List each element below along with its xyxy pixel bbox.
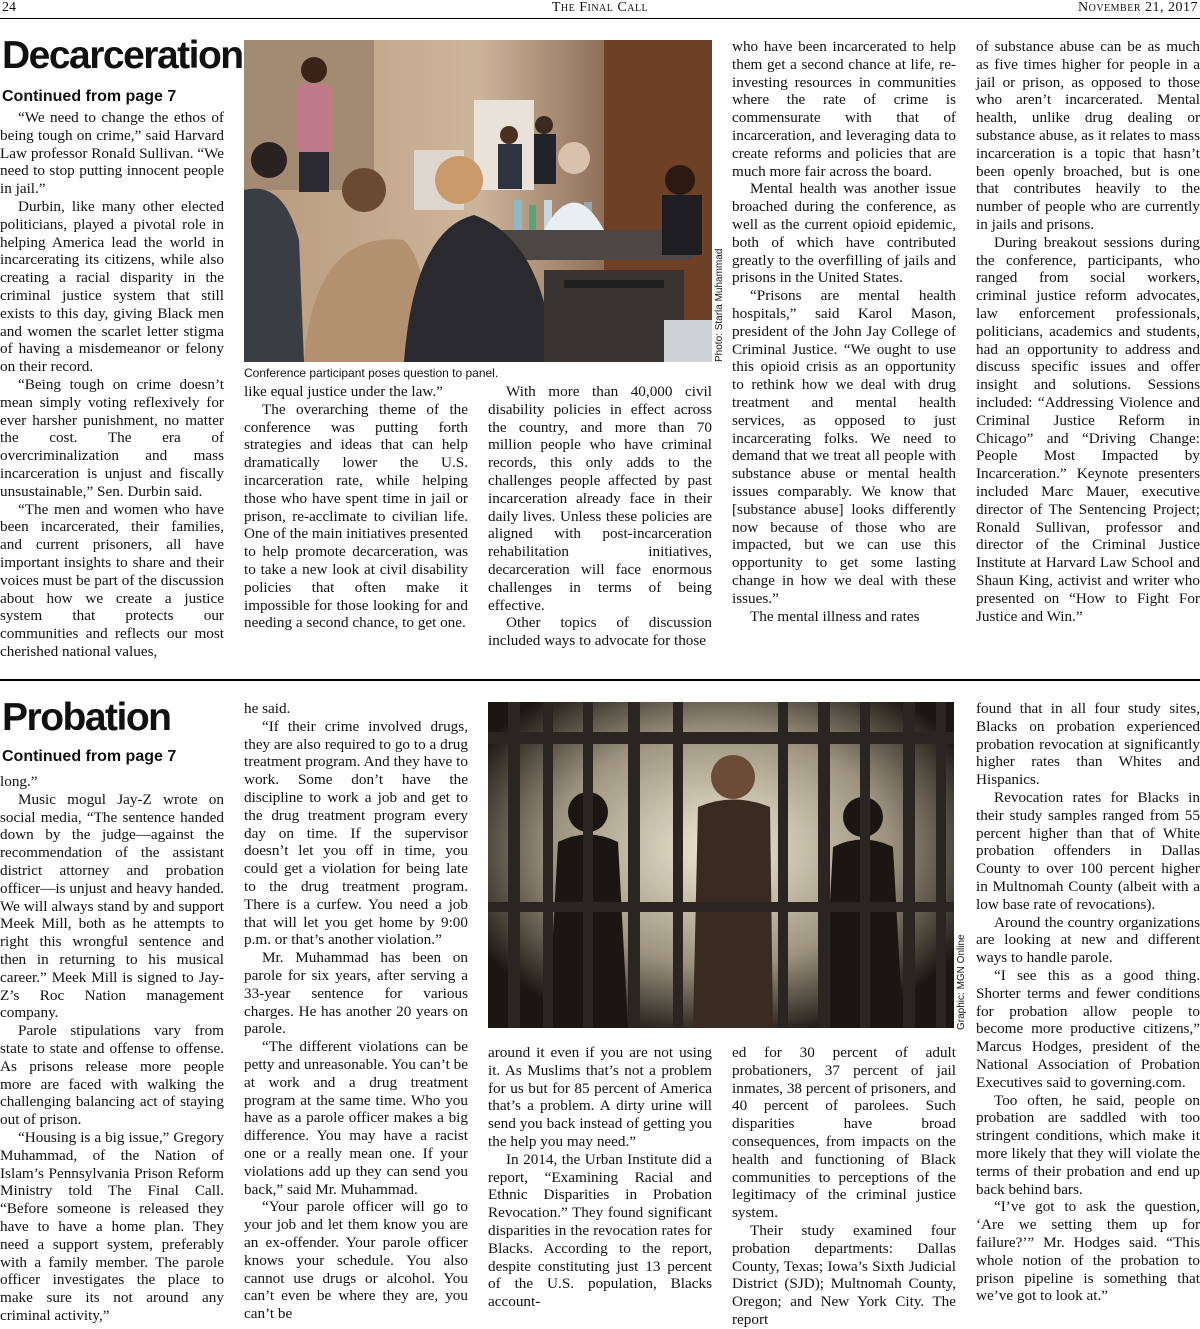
story2-column-2 xyxy=(244,700,468,1323)
prison-bars-graphic xyxy=(488,702,954,1028)
paragraph: “Housing is a big issue,” Gregory Muhammad, of the Nation of Islam’s Pennsylvania Prison Reform Ministry told The Final Call. “Before someone is released they have to have a home plan. They need a support system, preferably with a family member. The parole officer investigates the place to make sure its not around any criminal activity,” xyxy=(0,1128,224,1324)
continued-from: Continued from page 7 xyxy=(2,88,177,105)
paragraph: found that in all four study sites, Blacks on probation experienced probation revocation at significantly higher rates than Whites and Hispanics. xyxy=(976,700,1200,789)
header-rule xyxy=(0,18,1200,19)
story2-column-3 xyxy=(488,1044,712,1311)
paragraph: Other topics of discussion included ways to advocate for those xyxy=(488,614,712,650)
paragraph: The overarching theme of the conference was putting forth strategies and ideas that can help dramatically lower the U.S. incarceration rate, while helping those who have spent time in jail or prison, re-acclimate to civilian life. One of the main initiatives presented to help promote decarceration, was to take a new look at civil disability policies that often make it impossible for those looking for and needing a second chance, to get one. xyxy=(244,400,468,632)
story-headline: Decarceration xyxy=(2,34,243,77)
paragraph: of substance abuse can be as much as five times higher for people in a jail or prison, as opposed to those who aren’t incarcerated. Mental health, unlike drug dealing or substance abuse, as it relates to mass incarceration is a topic that hasn’t been openly broached, but is one that contributes heavily to the number of people who are currently in jails and prisons. xyxy=(976,38,1200,233)
story2-column-4 xyxy=(732,1044,956,1328)
page-number: 24 xyxy=(2,0,16,15)
paragraph: Around the country organizations are looking at new and different ways to handle parole. xyxy=(976,913,1200,967)
story2-column-5 xyxy=(976,700,1200,1305)
story2-column-1 xyxy=(0,773,224,1324)
paragraph: Parole stipulations vary from state to state and offense to offense. As prisons release more people more are faced with walking the challenging balancing act of staying out of prison. xyxy=(0,1022,224,1129)
paragraph: “We need to change the ethos of being tough on crime,” said Harvard Law professor Ronald Sullivan. “We need to stop putting innocent people in jail.” xyxy=(0,109,224,198)
publication-name: The Final Call xyxy=(551,0,649,15)
paragraph: “Being tough on crime doesn’t mean simply voting reflexively for ever harsher punishment, no matter the cost. The era of overcriminalization and mass incarceration is unjust and fiscally unsustainable,” Sen. Durbin said. xyxy=(0,375,224,500)
paragraph: “The different violations can be petty and unreasonable. You can’t be at work and a drug treatment program at the same time. Who you have as a parole officer makes a big difference. You may have a racist one or a really mean one. If your violations add up they can send you back,” said Mr. Muhammad. xyxy=(244,1038,468,1198)
story1-column-4 xyxy=(732,38,956,667)
paragraph: Mental health was another issue broached during the conference, as well as the current opioid epidemic, both of which have contributed greatly to the overfilling of jails and prisons in the United States. xyxy=(732,180,956,287)
paragraph: “The men and women who have been incarcerated, their families, and current prisoners, all have important insights to share and their voices must be part of the discussion about how we create a justice system that protects our communities and reflects our most cherished national values, xyxy=(0,500,224,660)
paragraph: long.” xyxy=(0,773,38,790)
paragraph: who have been incarcerated to help them get a second chance at life, re-investing resources in communities where the rate of crime is commensurate with that of incarceration, and leveraging data to create reforms and policies that are much more fair across the board. xyxy=(732,38,956,180)
conference-photo xyxy=(244,40,712,362)
paragraph: “Your parole officer will go to your job and let them know you are an ex-offender. Your parole officer knows your schedule. You also cannot use drugs or alcohol. You can’t even be where they are, you can’t be xyxy=(244,1198,468,1323)
paragraph: “If their crime involved drugs, they are also required to go to a drug treatment program. And they have to work. Some don’t have the discipline to work a job and get to the drug treatment program every day on time. If the supervisor doesn’t let you off in time, you could get a violation for being late to the drug treatment program. There is a curfew. You need a job that will let you get home by 9:00 p.m. or that’s another violation.” xyxy=(244,717,468,949)
paragraph: Their study examined four probation departments: Dallas County, Texas; Iowa’s Sixth Judicial District (SJD); Multnomah County, Oregon; and New York City. The report xyxy=(732,1221,956,1328)
story-headline: Probation xyxy=(2,696,171,739)
graphic-credit: Graphic: MGN Online xyxy=(956,934,967,1030)
paragraph: “Prisons are mental health hospitals,” said Karol Mason, president of the John Jay College of Criminal Justice. “We ought to use this opioid crisis as an opportunity to rethink how we deal with drug treatment and mental health services, as opposed to just incarcerating folks. We need to demand that we treat all people with substance abuse or mental health issues comparably. We know that [substance abuse] looks differently now because of those who are impacted, but we can use this opportunity to get some lasting change in how we deal with these issues.” xyxy=(732,287,956,607)
paragraph: Durbin, like many other elected politicians, played a pivotal role in helping America lead the world in incarcerating its citizens, while also creating a racial disparity in the criminal justice system that still exists to this day, giving Black men and women the scarlet letter stigma of having a misdemeanor or felony on their record. xyxy=(0,197,224,376)
story1-column-1 xyxy=(0,109,224,667)
paragraph: Music mogul Jay-Z wrote on social media, “The sentence handed down by the judge—against the recommendation of the assistant district attorney and probation officer—is unjust and heavy handed. We will always stand by and support Meek Mill, both as he attempts to right this wrongful sentence and then in returning to his musical career.” Meek Mill is signed to Jay-Z’s Roc Nation management company. xyxy=(0,790,224,1022)
section-divider xyxy=(0,679,1200,681)
paragraph: ed for 30 percent of adult probationers, 37 percent of jail inmates, 38 percent of prisoners, and 40 percent of parolees. Such disparities have broad consequences, from impacts on the health and functioning of Black communities to perceptions of the legitimacy of the criminal justice system. xyxy=(732,1044,956,1222)
photo-credit: Photo: Starla Muhammad xyxy=(714,248,725,362)
photo-caption: Conference participant poses question to panel. xyxy=(244,366,499,380)
story1-column-2 xyxy=(244,383,468,667)
continued-from: Continued from page 7 xyxy=(2,748,177,765)
paragraph: The mental illness and rates xyxy=(750,607,920,625)
story1-column-5 xyxy=(976,38,1200,667)
running-header xyxy=(0,0,1200,18)
paragraph: Mr. Muhammad has been on parole for six years, after serving a 33-year sentence for various charges. He has another 20 years on parole. xyxy=(244,949,468,1038)
paragraph: Too often, he said, people on probation are saddled with too stringent conditions, which make it more likely that they will violate the terms of their probation and end up back behind bars. xyxy=(976,1091,1200,1198)
story1-column-3 xyxy=(488,383,712,667)
paragraph: With more than 40,000 civil disability policies in effect across the country, and more than 70 million people who have criminal records, this only adds to the challenges people affected by past incarceration already face in their daily lives. Unless these policies are aligned with post-incarceration rehabilitation initiatives, decarceration will face enormous challenges in terms of being effective. xyxy=(488,383,712,614)
paragraph: In 2014, the Urban Institute did a report, “Examining Racial and Ethnic Disparities in Probation Revocation.” They found significant disparities in the revocation rates for Blacks. According to the report, despite constituting just 13 percent of the U.S. population, Blacks account- xyxy=(488,1150,712,1311)
paragraph: “I see this as a good thing. Shorter terms and fewer conditions for probation allow people to become more productive citizens,” Marcus Hodges, president of the National Association of Probation Executives said to governing.com. xyxy=(976,966,1200,1091)
paragraph: “I’ve got to ask the question, ‘Are we setting them up for failure?’” Mr. Hodges said. “This whole notion of the probation to prison pipeline is something that we’ve got to look at.” xyxy=(976,1198,1200,1305)
issue-date: November 21, 2017 xyxy=(1077,0,1198,15)
paragraph: around it even if you are not using it. As Muslims that’s not a problem for us but for 85 percent of America that’s a problem. A dirty urine will send you back instead of getting you the help you may need.” xyxy=(488,1044,712,1150)
paragraph: During breakout sessions during the conference, participants, who ranged from social workers, criminal justice reform advocates, law enforcement professionals, politicians, academics and students, had an opportunity to address and discuss specific issues and offer insight and solutions. Sessions included: “Addressing Violence and Criminal Justice Reform in Chicago” and “Driving Change: People Most Impacted by Incarceration.” Keynote presenters included Marc Mauer, executive director of The Sentencing Project; Ronald Sullivan, professor and director of the Criminal Justice Institute at Harvard Law School and Shaun King, activist and writer who presented on “How to Fight For Justice and Win.” xyxy=(976,233,1200,625)
paragraph: he said. xyxy=(244,700,291,717)
paragraph: like equal justice under the law.” xyxy=(244,383,443,400)
paragraph: Revocation rates for Blacks in their study samples ranged from 55 percent higher than that of White probation offenders in Dallas County to over 100 percent higher in Multnomah County (albeit with a low base rate of revocations). xyxy=(976,788,1200,913)
